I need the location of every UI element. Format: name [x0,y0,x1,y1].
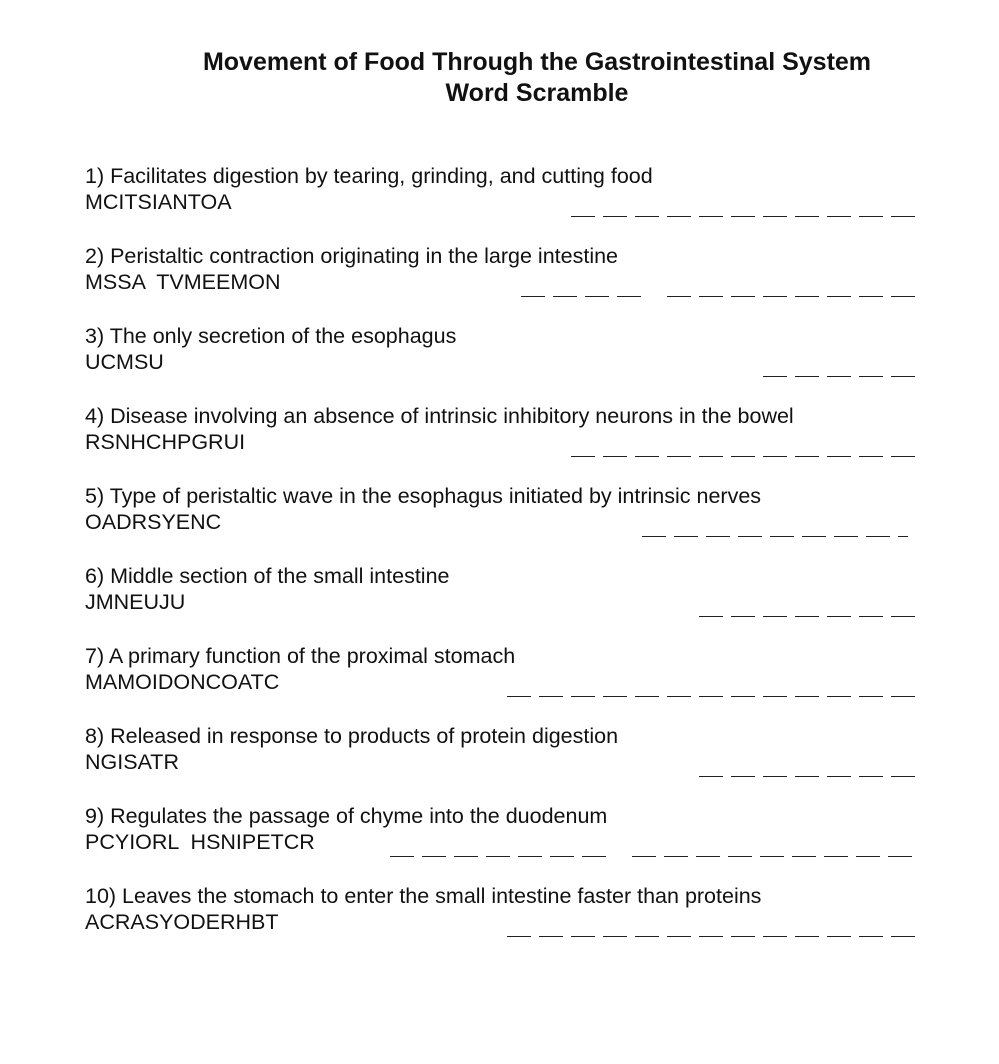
letter-blank[interactable] [763,696,787,697]
letter-blank[interactable] [859,296,883,297]
letter-blank[interactable] [827,376,851,377]
letter-blank[interactable] [795,696,819,697]
answer-blanks[interactable] [571,437,915,457]
letter-blank[interactable] [866,536,890,537]
letter-blank[interactable] [763,456,787,457]
letter-blank[interactable] [699,216,723,217]
question-prompt: 8) Released in response to products of protein digestion [85,724,619,748]
letter-blank[interactable] [891,216,915,217]
letter-blank[interactable] [827,456,851,457]
letter-blank[interactable] [891,456,915,457]
question-prompt: 2) Peristaltic contraction originating in the large intestine [85,244,619,268]
letter-blank[interactable] [674,536,698,537]
letter-blank[interactable] [795,616,819,617]
letter-blank[interactable] [731,296,755,297]
letter-blank[interactable] [617,296,641,297]
letter-blank[interactable] [518,856,542,857]
letter-blank[interactable] [390,856,414,857]
letter-blank[interactable] [571,696,595,697]
scrambled-word: NGISATR [85,750,179,774]
letter-blank[interactable] [859,216,883,217]
scrambled-word: ACRASYODERHBT [85,910,279,934]
letter-blank[interactable] [699,456,723,457]
letter-blank[interactable] [521,296,545,297]
letter-blank[interactable] [856,856,880,857]
letter-blank[interactable] [603,456,627,457]
letter-blank[interactable] [571,456,595,457]
letter-blank[interactable] [731,776,755,777]
letter-blank[interactable] [728,856,752,857]
letter-blank[interactable] [539,936,563,937]
letter-blank[interactable] [891,616,915,617]
scrambled-word: JMNEUJU [85,590,186,614]
letter-blank[interactable] [667,216,691,217]
worksheet-title: Movement of Food Through the Gastrointestinal System [202,48,872,76]
letter-blank[interactable] [827,776,851,777]
question-6 [85,563,925,619]
letter-blank[interactable] [635,456,659,457]
letter-blank[interactable] [859,376,883,377]
letter-blank[interactable] [891,936,915,937]
letter-blank[interactable] [699,776,723,777]
letter-blank[interactable] [642,536,666,537]
letter-blank[interactable] [827,696,851,697]
scrambled-word: OADRSYENC [85,510,222,534]
letter-blank[interactable] [763,296,787,297]
letter-blank[interactable] [891,696,915,697]
letter-blank[interactable] [738,536,762,537]
answer-blanks[interactable] [763,357,915,377]
scrambled-word: RSNHCHPGRUI [85,430,246,454]
answer-blanks[interactable] [507,917,915,937]
letter-blank[interactable] [422,856,446,857]
letter-blank[interactable] [603,696,627,697]
question-10 [85,883,925,939]
letter-blank[interactable] [770,536,794,537]
question-7 [85,643,925,699]
letter-blank[interactable] [635,936,659,937]
letter-blank[interactable] [802,536,826,537]
letter-blank[interactable] [859,616,883,617]
letter-blank[interactable] [699,296,723,297]
letter-blank[interactable] [731,696,755,697]
letter-blank[interactable] [891,776,915,777]
question-3 [85,323,925,379]
scrambled-word: MSSA TVMEEMON [85,270,281,294]
letter-blank[interactable] [550,856,574,857]
letter-blank[interactable] [696,856,720,857]
letter-blank[interactable] [667,296,691,297]
letter-blank[interactable] [603,936,627,937]
letter-blank[interactable] [795,216,819,217]
letter-blank[interactable] [827,616,851,617]
letter-blank[interactable] [795,456,819,457]
scrambled-word: PCYIORL HSNIPETCR [85,830,315,854]
letter-blank[interactable] [706,536,730,537]
letter-blank[interactable] [635,696,659,697]
letter-blank[interactable] [795,776,819,777]
question-prompt: 3) The only secretion of the esophagus [85,324,457,348]
letter-blank[interactable] [731,616,755,617]
letter-blank[interactable] [632,856,656,857]
letter-blank[interactable] [795,936,819,937]
letter-blank[interactable] [763,616,787,617]
letter-blank[interactable] [891,296,915,297]
letter-blank[interactable] [834,536,858,537]
letter-blank[interactable] [667,936,691,937]
answer-blanks[interactable] [642,517,908,537]
answer-blanks[interactable] [507,677,915,697]
question-8 [85,723,925,779]
letter-blank[interactable] [795,296,819,297]
letter-blank[interactable] [667,456,691,457]
question-prompt: 10) Leaves the stomach to enter the small intestine faster than proteins [85,884,762,908]
letter-blank[interactable] [763,776,787,777]
answer-blanks[interactable] [390,837,912,857]
letter-blank[interactable] [795,376,819,377]
letter-blank[interactable] [553,296,577,297]
letter-blank[interactable] [539,696,563,697]
answer-blanks[interactable] [571,197,915,217]
scrambled-word: UCMSU [85,350,164,374]
letter-blank[interactable] [792,856,816,857]
letter-blank[interactable] [827,936,851,937]
answer-blanks[interactable] [521,277,915,297]
letter-blank[interactable] [699,696,723,697]
scrambled-word: MAMOIDONCOATC [85,670,280,694]
letter-blank[interactable] [763,936,787,937]
letter-blank[interactable] [859,936,883,937]
question-prompt: 9) Regulates the passage of chyme into the duodenum [85,804,608,828]
letter-blank[interactable] [664,856,688,857]
letter-blank[interactable] [585,296,609,297]
letter-blank[interactable] [891,376,915,377]
letter-blank[interactable] [603,216,627,217]
letter-blank[interactable] [859,696,883,697]
scrambled-word: MCITSIANTOA [85,190,232,214]
letter-blank[interactable] [454,856,478,857]
question-1 [85,163,925,219]
letter-blank[interactable] [507,936,531,937]
letter-blank[interactable] [731,456,755,457]
letter-blank[interactable] [507,696,531,697]
letter-blank[interactable] [827,296,851,297]
letter-blank[interactable] [763,376,787,377]
question-4 [85,403,925,459]
letter-blank[interactable] [667,696,691,697]
answer-blanks[interactable] [699,597,915,617]
letter-blank[interactable] [898,536,908,537]
question-2 [85,243,925,299]
answer-blanks[interactable] [699,757,915,777]
letter-blank[interactable] [859,776,883,777]
letter-blank[interactable] [731,936,755,937]
letter-blank[interactable] [888,856,912,857]
letter-blank[interactable] [731,216,755,217]
worksheet-subtitle: Word Scramble [445,79,629,107]
letter-blank[interactable] [763,216,787,217]
question-prompt: 5) Type of peristaltic wave in the esophagus initiated by intrinsic nerves [85,484,762,508]
question-prompt: 7) A primary function of the proximal stomach [85,644,516,668]
letter-blank[interactable] [582,856,606,857]
question-prompt: 1) Facilitates digestion by tearing, grinding, and cutting food [85,164,653,188]
question-prompt: 4) Disease involving an absence of intrinsic inhibitory neurons in the bowel [85,404,794,428]
letter-blank[interactable] [824,856,848,857]
letter-blank[interactable] [486,856,510,857]
letter-blank[interactable] [635,216,659,217]
letter-blank[interactable] [571,936,595,937]
letter-blank[interactable] [571,216,595,217]
question-5 [85,483,925,539]
letter-blank[interactable] [760,856,784,857]
letter-blank[interactable] [699,936,723,937]
letter-blank[interactable] [699,616,723,617]
question-9 [85,803,925,859]
letter-blank[interactable] [827,216,851,217]
question-prompt: 6) Middle section of the small intestine [85,564,450,588]
letter-blank[interactable] [859,456,883,457]
